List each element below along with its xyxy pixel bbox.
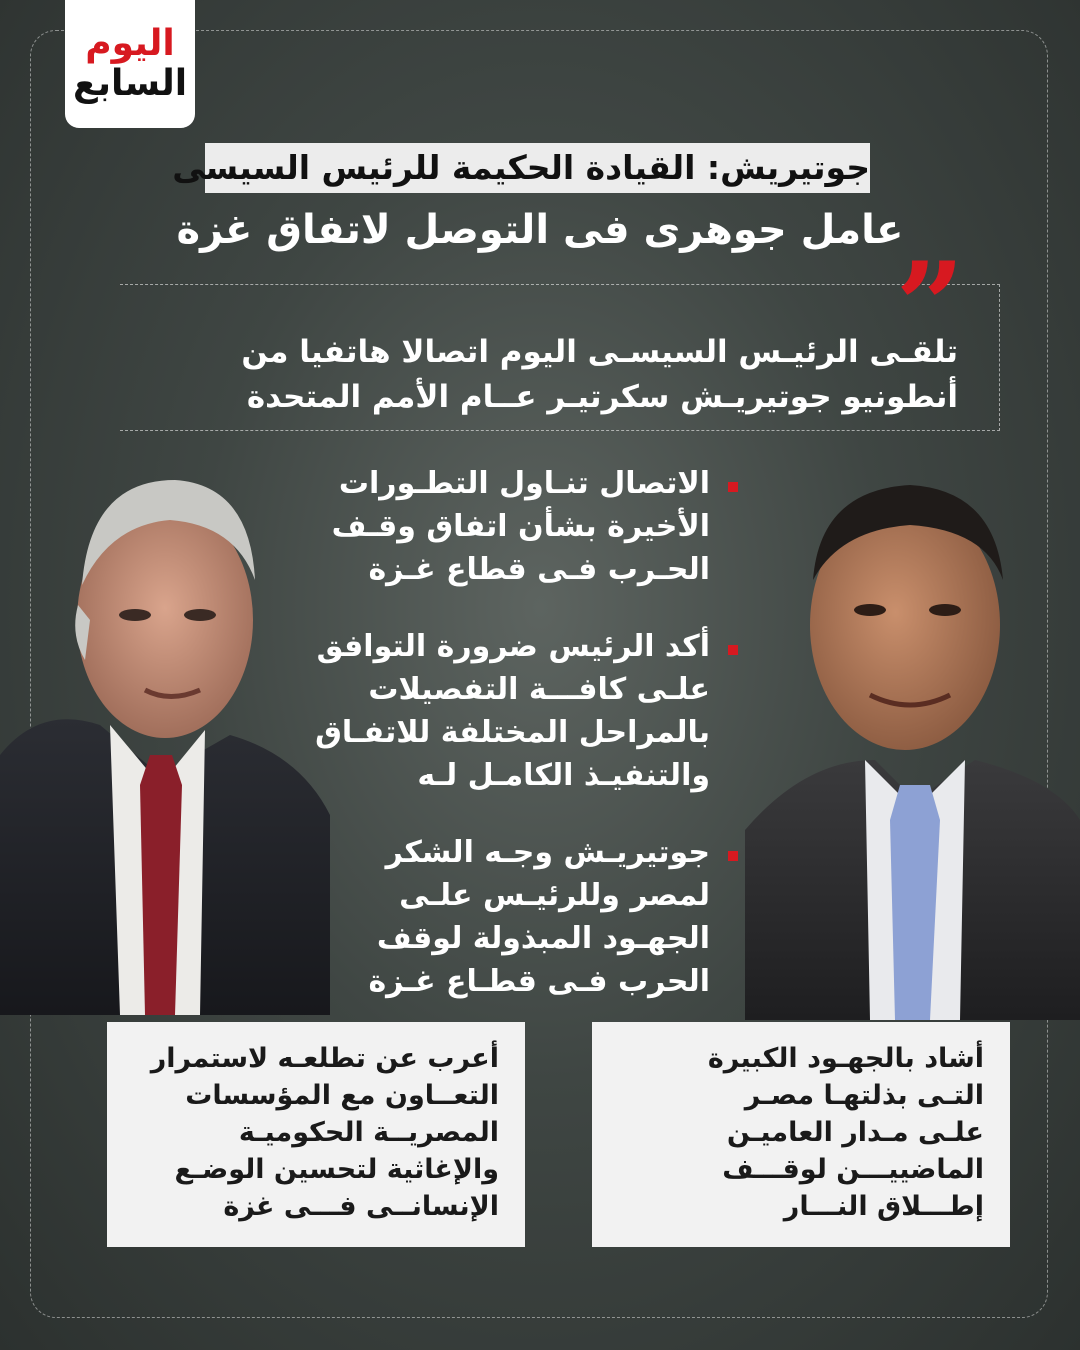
info-card-right — [592, 1022, 1010, 1247]
point-line: والتنفيـذ الكامـل لـه — [417, 758, 710, 793]
point-line: علـى كافـــة التفصيلات — [368, 672, 710, 707]
card-line: الإنسانــى فـــى غزة — [223, 1191, 499, 1222]
point-line: الحرب فـى قطـاع غـزة — [368, 964, 710, 999]
portrait-sisi — [745, 460, 1080, 1020]
headline-main: جوتيريش: القيادة الحكيمة للرئيس السيسى — [205, 143, 870, 193]
card-line: أعرب عن تطلعـه لاستمرار — [150, 1043, 499, 1074]
bullet-square-icon — [728, 645, 738, 655]
point-line: بالمراحل المختلفة للاتفـاق — [315, 715, 710, 750]
key-points — [315, 462, 740, 1037]
card-line: الماضييـــن لوقـــف — [722, 1154, 984, 1185]
logo-line-2: السابع — [72, 63, 188, 104]
card-line: علـى مـدار العاميـن — [726, 1117, 984, 1148]
point-line: الحـرب فـى قطاع غـزة — [368, 552, 710, 587]
card-line: والإغاثية لتحسين الوضـع — [174, 1154, 499, 1185]
info-card-left — [107, 1022, 525, 1247]
key-point — [330, 462, 740, 591]
bullet-square-icon — [728, 851, 738, 861]
headline-sub: عامل جوهرى فى التوصل لاتفاق غزة — [176, 207, 904, 253]
point-line: الأخيرة بشأن اتفاق وقـف — [331, 509, 710, 544]
quote-line: تلقـى الرئيـس السيسـى اليوم اتصالا هاتفيا من — [241, 334, 958, 370]
quote-line: أنطونيو جوتيريـش سكرتيـر عــام الأمم المتحدة — [246, 379, 958, 415]
bullet-square-icon — [728, 482, 738, 492]
quote-text — [120, 330, 958, 420]
card-line: أشاد بالجهـود الكبيرة — [707, 1043, 984, 1074]
point-line: جوتيريـش وجـه الشكر — [385, 835, 710, 870]
portrait-guterres — [0, 455, 330, 1015]
key-point — [315, 625, 740, 797]
point-line: أكد الرئيس ضرورة التوافق — [316, 629, 710, 664]
point-line: الاتصال تنـاول التطـورات — [338, 466, 710, 501]
card-line: إطـــلاق النـــار — [783, 1191, 984, 1222]
quote-icon: ” — [895, 236, 965, 377]
brand-logo — [65, 0, 195, 128]
card-line: المصريــة الحكوميـة — [238, 1117, 499, 1148]
card-line: التعــاون مع المؤسسات — [185, 1080, 499, 1111]
card-line: التـى بذلتهـا مصـر — [744, 1080, 984, 1111]
logo-line-1: اليوم — [85, 23, 175, 64]
point-line: لمصر وللرئيـس علـى — [399, 878, 710, 913]
key-point — [330, 831, 740, 1003]
point-line: الجهـود المبذولة لوقف — [376, 921, 710, 956]
